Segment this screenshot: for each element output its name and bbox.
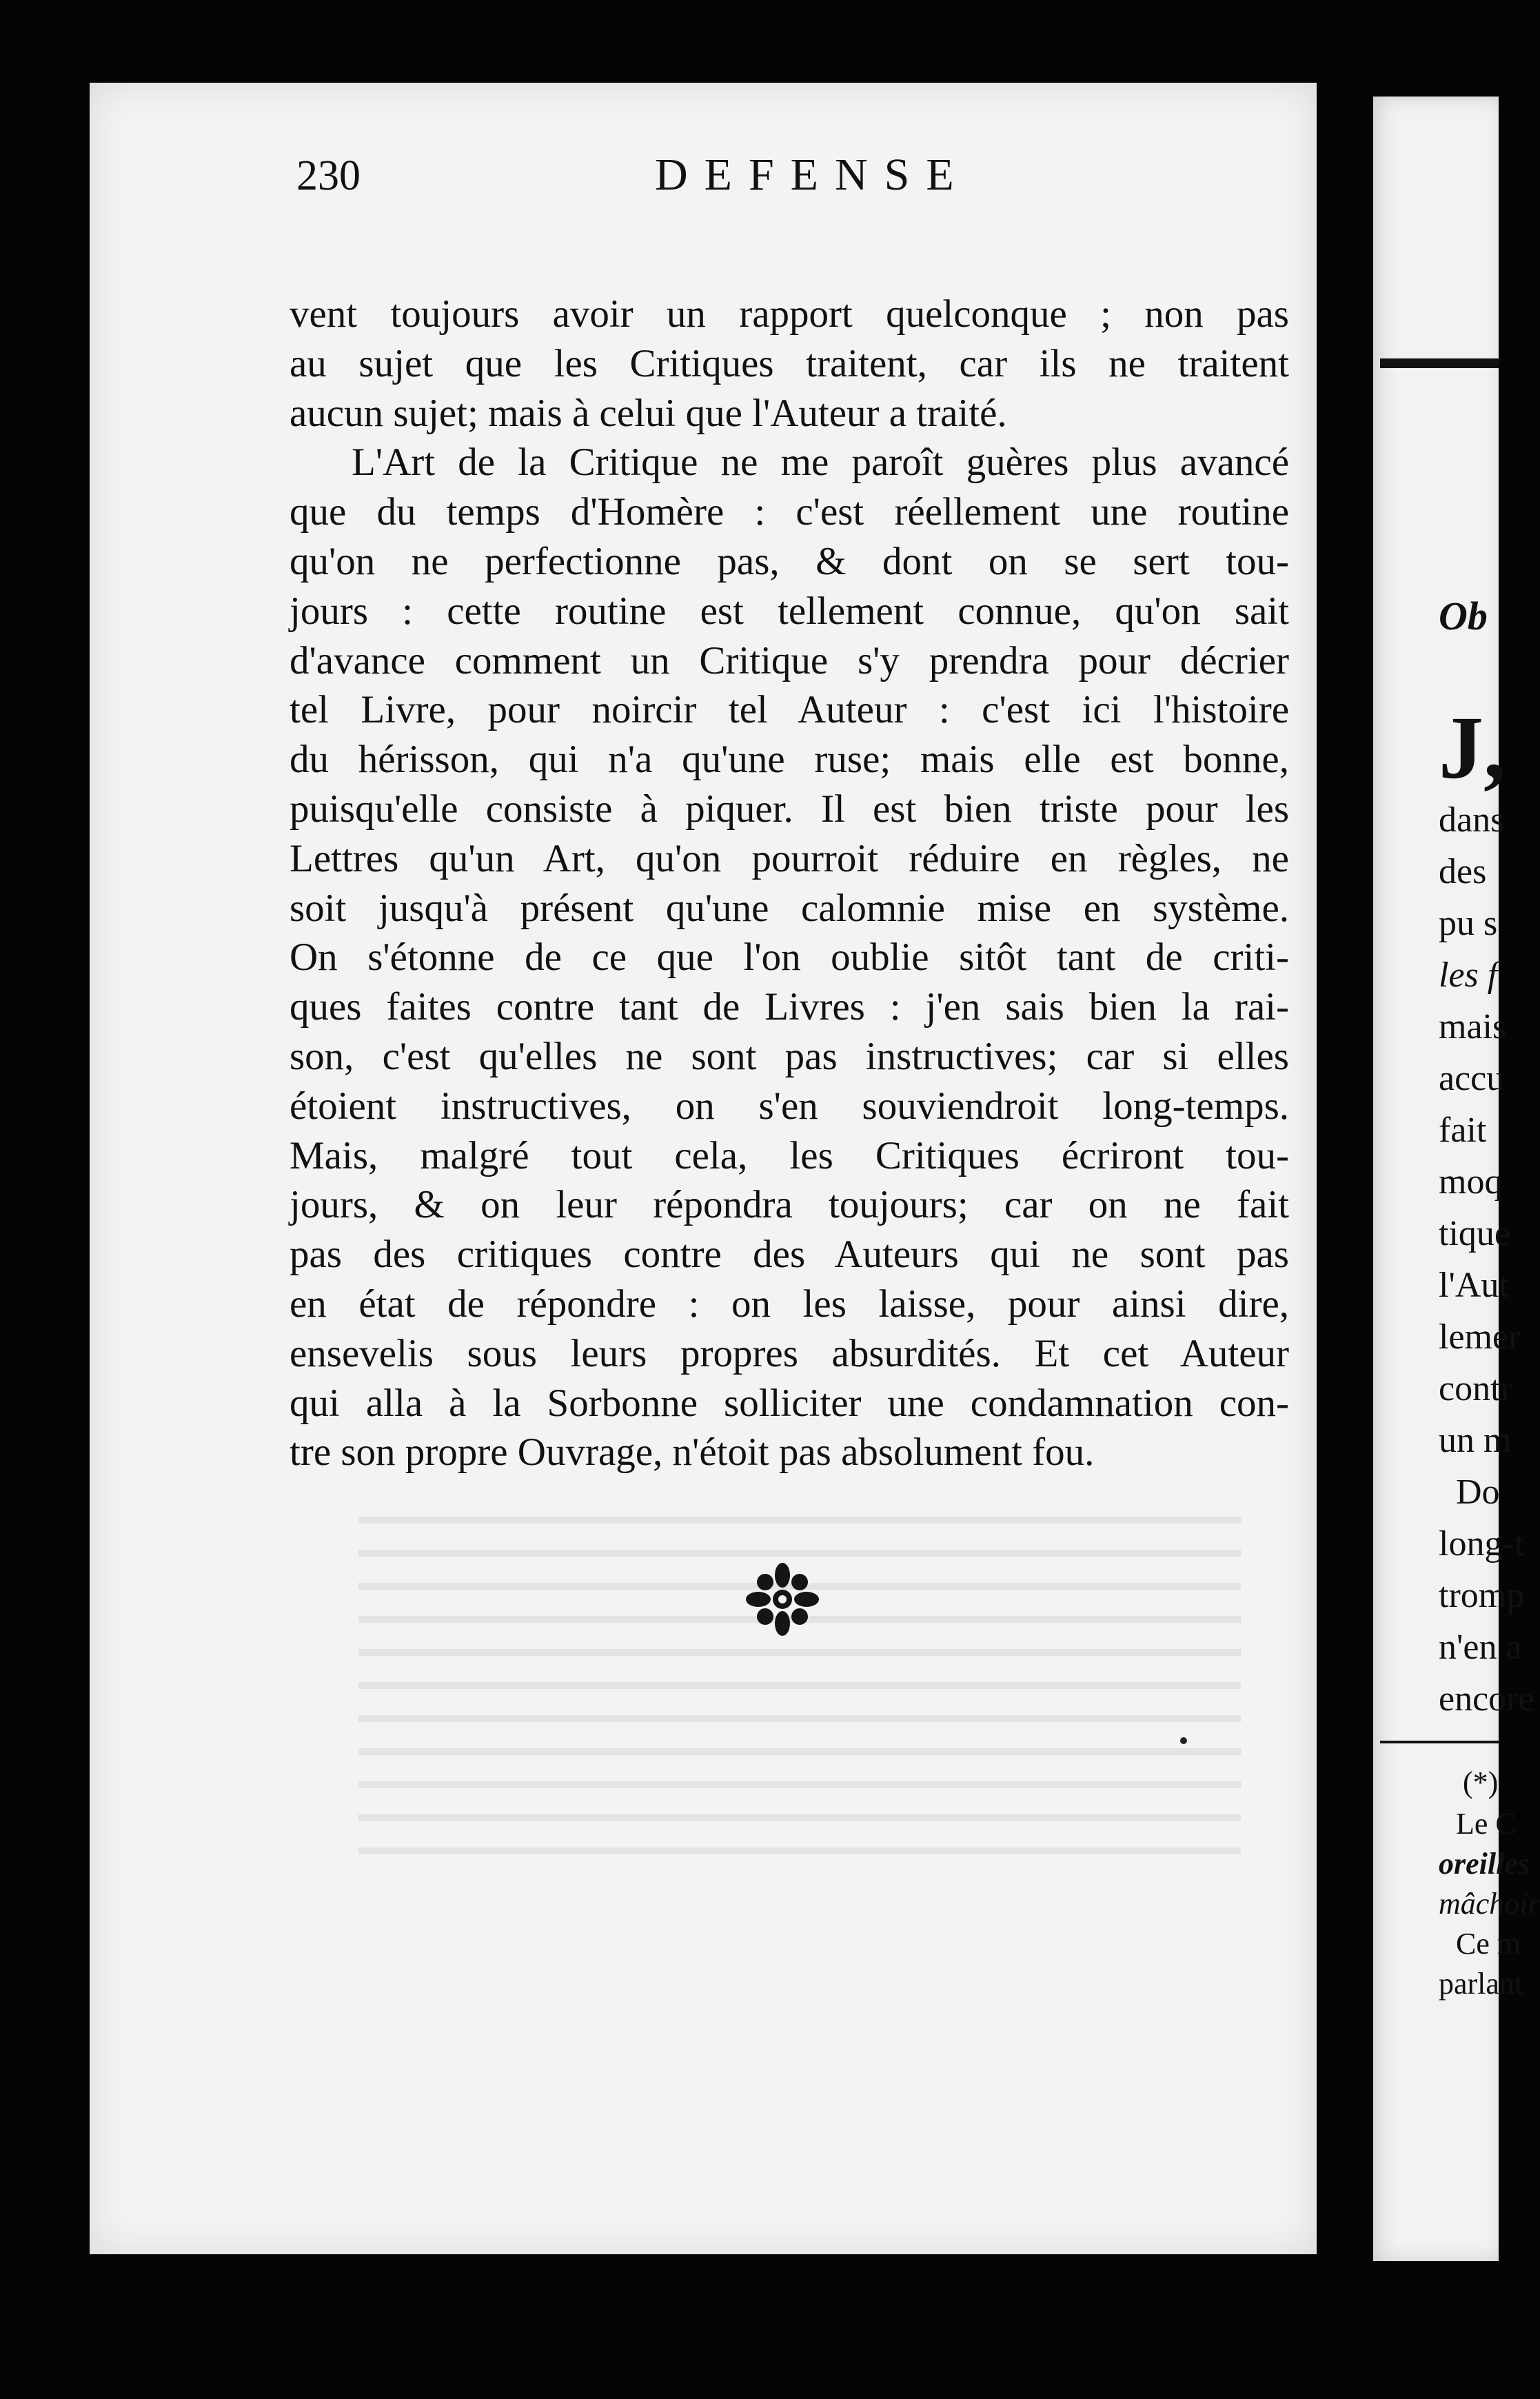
text-line: son, c'est qu'elles ne sont pas instructives; car si elles [290,1034,1289,1078]
facing-fragment: Do [1456,1472,1500,1512]
facing-fragment: tique [1439,1214,1510,1253]
text-line: jours, & on leur répondra toujours; car on ne fait [290,1183,1289,1227]
facing-fragment: pu s [1439,904,1498,943]
page-header [296,145,1275,214]
stray-dot [1180,1737,1187,1744]
facing-fragment: contr [1439,1369,1512,1408]
header-rule [1380,358,1499,368]
facing-fragment: l'Aut [1439,1266,1509,1305]
text-line: du hérisson, qui n'a qu'une ruse; mais elle est bonne, [290,738,1289,782]
text-line: Mais, malgré tout cela, les Critiques écriront tou- [290,1133,1289,1177]
footnote-fragment: mâchoir [1439,1887,1540,1921]
text-line: L'Art de la Critique ne me paroît guères plus avancé [352,441,1289,485]
footnote-rule [1380,1741,1499,1743]
facing-fragment: des [1439,852,1487,891]
text-line: On s'étonne de ce que l'on oublie sitôt tant de criti- [290,935,1289,980]
text-line: au sujet que les Critiques traitent, car ils ne traitent [290,341,1289,385]
text-line: que du temps d'Homère : c'est réellement une routine [290,490,1289,534]
text-line: jours : cette routine est tellement connue, qu'on sait [290,589,1289,633]
running-head: DEFENSE [655,150,971,200]
facing-fragment: accu [1439,1059,1505,1098]
facing-fragment: les f [1439,955,1498,995]
facing-fragment: long-t [1439,1524,1525,1563]
facing-fragment: tromp [1439,1576,1525,1615]
facing-fragment: Ob [1439,594,1488,638]
text-line: vent toujours avoir un rapport quelconque ; non pas [290,292,1289,336]
flower-ornament-icon [744,1561,820,1637]
footnote-fragment: oreilles [1439,1847,1530,1881]
footnote-fragment: Le C [1456,1807,1516,1841]
text-line: ensevelis sous leurs propres absurdités. Et cet Auteur [290,1331,1289,1375]
facing-fragment: mais [1439,1007,1507,1046]
facing-fragment: moq [1439,1162,1503,1202]
text-line: ques faites contre tant de Livres : j'en sais bien la rai- [290,985,1289,1029]
facing-fragment: un m [1439,1421,1512,1460]
text-line: Lettres qu'un Art, qu'on pourroit réduire en règles, ne [290,836,1289,880]
page-number: 230 [296,152,361,199]
text-line: soit jusqu'à présent qu'une calomnie mise en système. [290,886,1289,930]
facing-fragment: dans [1439,800,1505,840]
text-line: d'avance comment un Critique s'y prendra pour décrier [290,638,1289,682]
text-line: pas des critiques contre des Auteurs qui ne sont pas [290,1233,1289,1277]
text-line: qui alla à la Sorbonne solliciter une condamnation con- [290,1381,1289,1425]
footnote-fragment: Ce m [1456,1927,1521,1961]
text-line: tel Livre, pour noircir tel Auteur : c'est ici l'histoire [290,688,1289,732]
body-text [290,290,1289,1477]
facing-fragment: fait [1439,1111,1487,1150]
text-line: étoient instructives, on s'en souviendroit long-temps. [290,1084,1289,1128]
text-line: en état de répondre : on les laisse, pour ainsi dire, [290,1282,1289,1326]
text-line: tre son propre Ouvrage, n'étoit pas absolument fou. [290,1430,1095,1475]
text-line: qu'on ne perfectionne pas, & dont on se sert tou- [290,539,1289,583]
facing-fragment: lemer [1439,1317,1521,1357]
facing-fragment: encore [1439,1679,1534,1719]
facing-fragment: n'en a [1439,1628,1522,1667]
drop-cap-fragment: J, [1439,698,1506,798]
text-line: aucun sujet; mais à celui que l'Auteur a traité. [290,391,1007,435]
right-page [1373,97,1540,2261]
text-line: puisqu'elle consiste à piquer. Il est bien triste pour les [290,787,1289,831]
footnote-fragment: (*) [1463,1765,1499,1799]
footnote-fragment: parlant [1439,1967,1523,2001]
